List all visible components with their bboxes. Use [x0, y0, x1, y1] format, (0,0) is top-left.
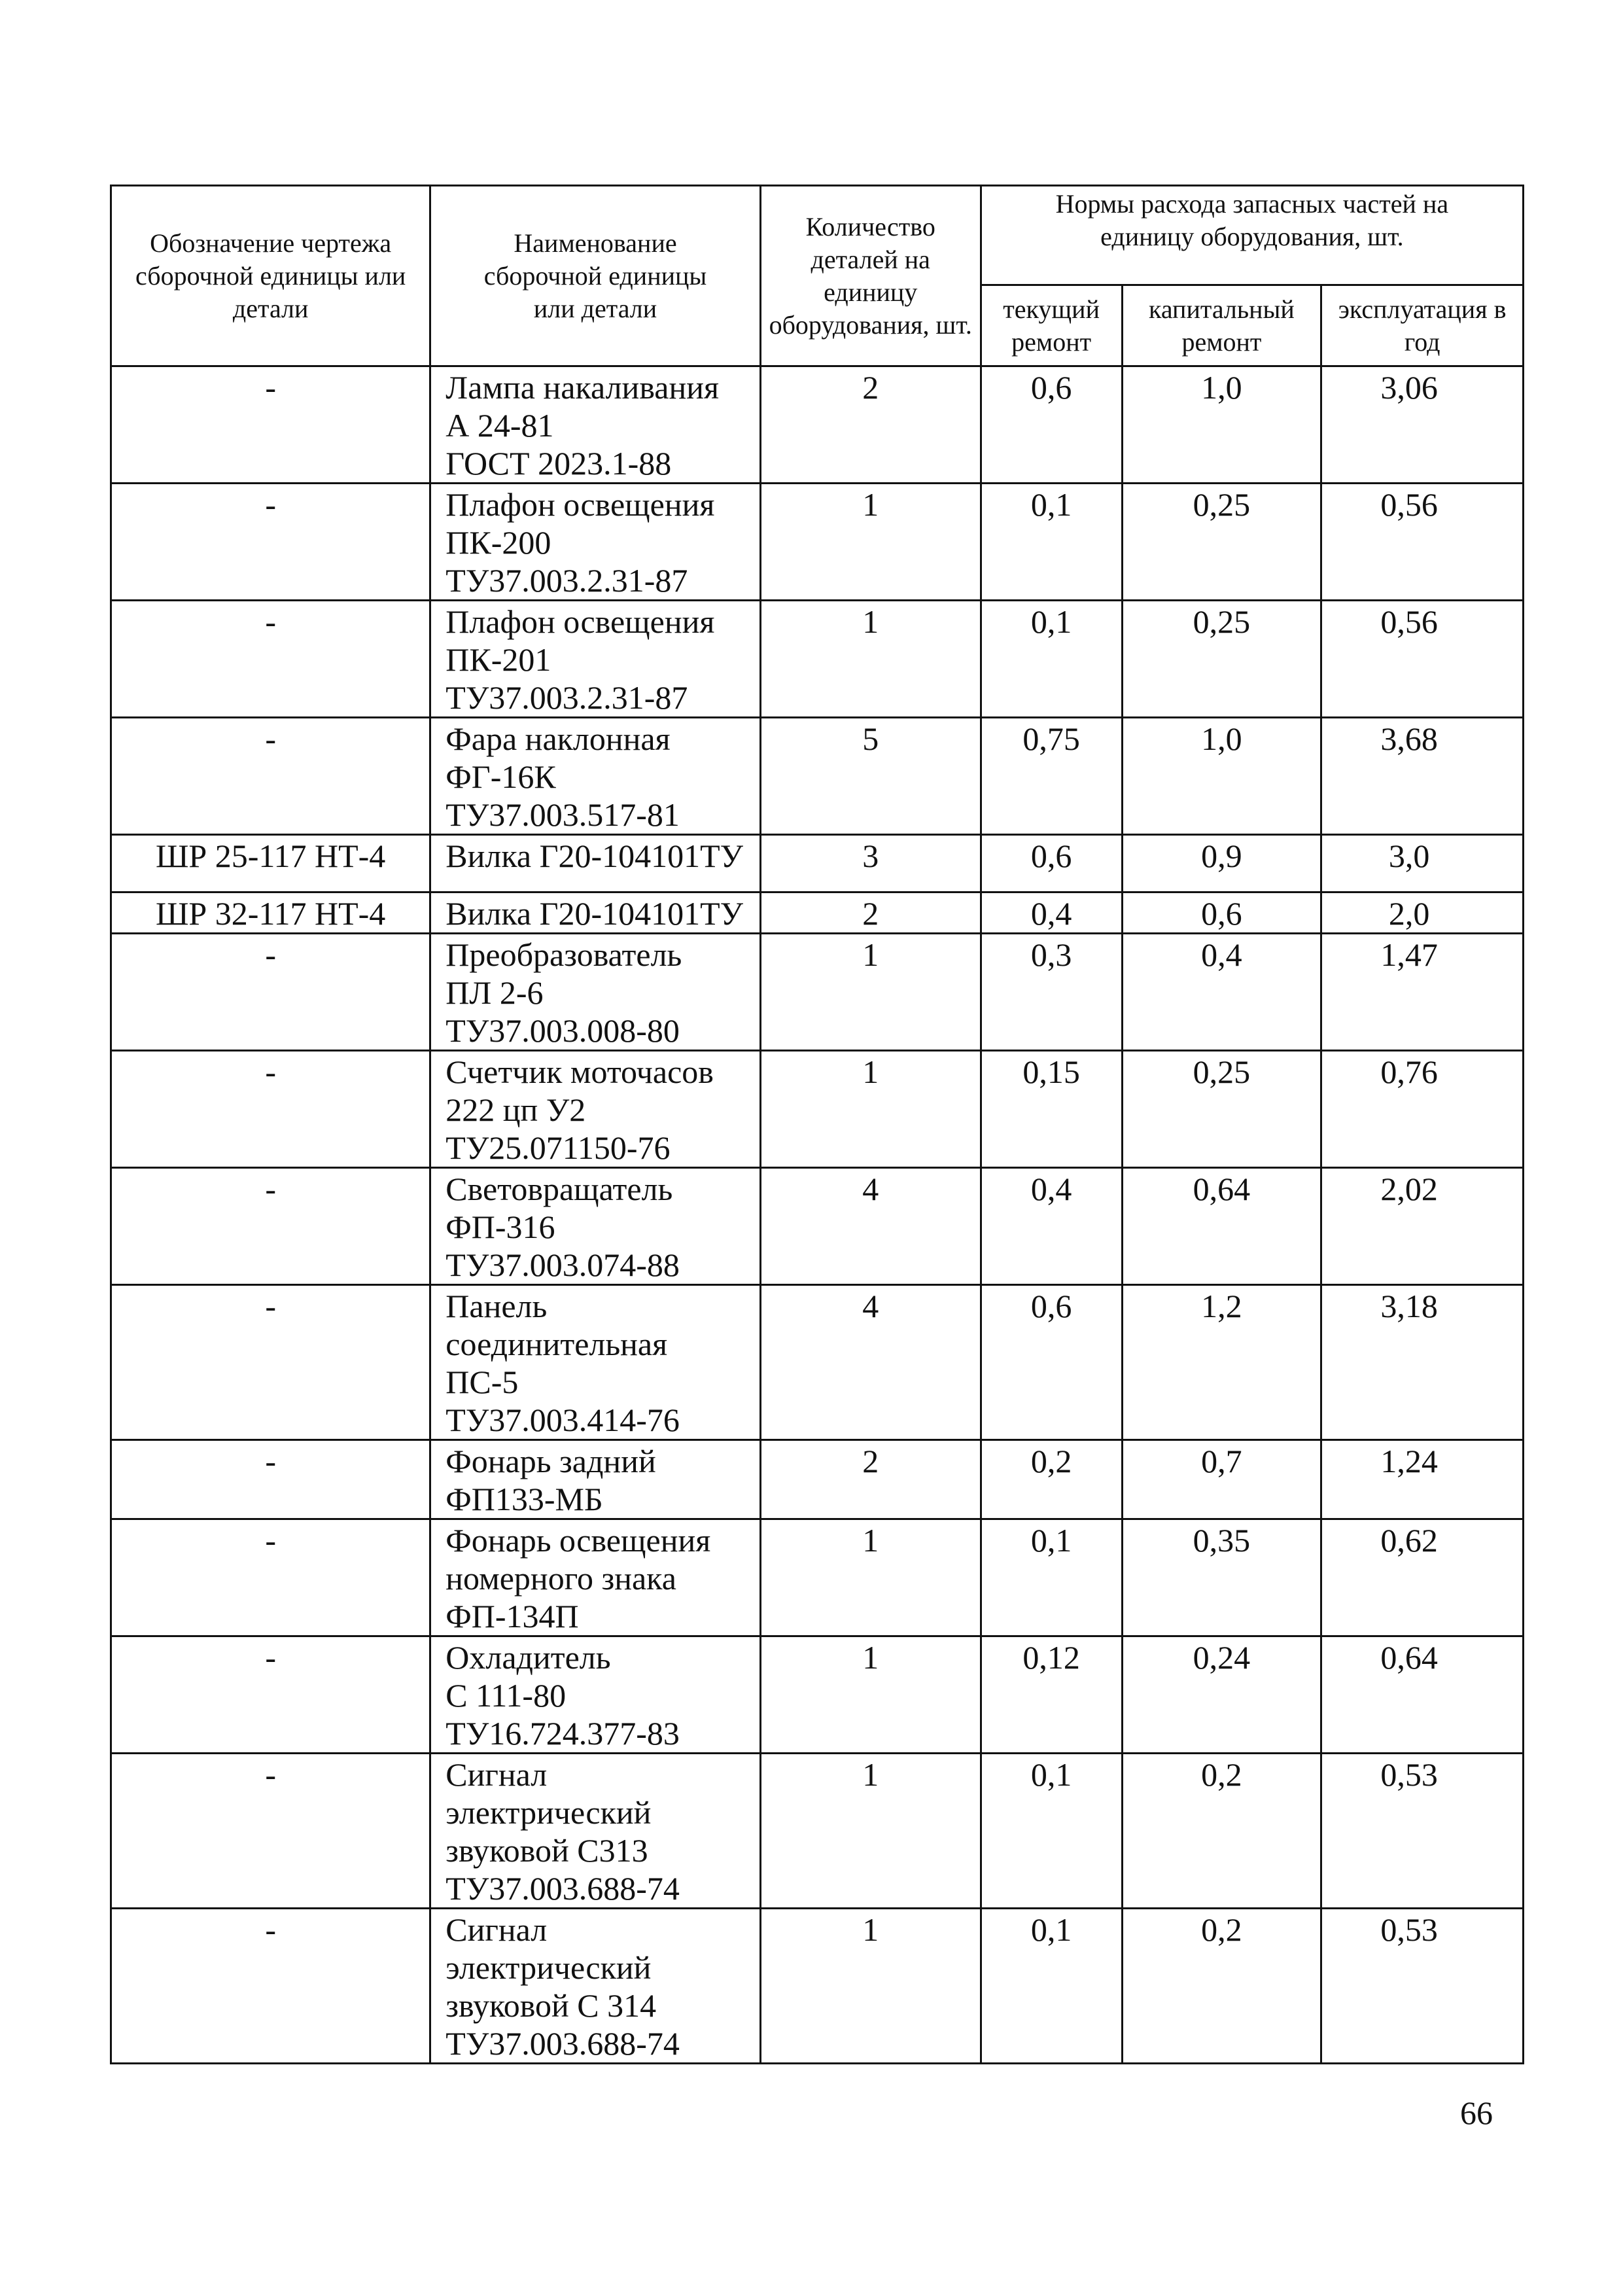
header-current-repair: текущий ремонт	[981, 285, 1122, 366]
cell-quantity: 5	[760, 718, 981, 835]
page-number: 66	[1460, 2094, 1493, 2131]
cell-name	[430, 1168, 760, 1285]
name-line: Световращатель	[445, 1171, 673, 1207]
name-line: С 111-80	[445, 1677, 567, 1714]
cell-name	[430, 1636, 760, 1754]
table-row	[111, 835, 1524, 892]
cell-capital-repair: 0,6	[1122, 892, 1321, 934]
cell-operation: 0,62	[1321, 1519, 1524, 1636]
cell-name	[430, 934, 760, 1051]
name-line: ПЛ 2-6	[445, 974, 544, 1011]
name-line: ПК-200	[445, 524, 551, 561]
header-norms: Нормы расхода запасных частей на единицу оборудования, шт.	[981, 186, 1523, 285]
cell-current-repair: 0,1	[981, 484, 1122, 601]
name-line: ФГ-16К	[445, 758, 556, 795]
name-line: ТУ37.003.517-81	[445, 796, 680, 833]
cell-name	[430, 1051, 760, 1168]
cell-designation: -	[111, 1168, 430, 1285]
cell-quantity: 1	[760, 601, 981, 718]
cell-capital-repair: 0,64	[1122, 1168, 1321, 1285]
name-line: Лампа накаливания	[445, 369, 719, 406]
header-designation: Обозначение чертежа сборочной единицы или детали	[111, 186, 430, 366]
name-line: Фара наклонная	[445, 720, 671, 757]
cell-current-repair: 0,1	[981, 1519, 1122, 1636]
name-line: Охладитель	[445, 1639, 611, 1676]
name-line: ТУ25.071150-76	[445, 1129, 671, 1166]
cell-designation: -	[111, 1519, 430, 1636]
cell-quantity: 2	[760, 1440, 981, 1519]
cell-name	[430, 718, 760, 835]
table-row	[111, 484, 1524, 601]
name-line: Фонарь освещения	[445, 1522, 711, 1559]
cell-designation: -	[111, 1909, 430, 2064]
cell-capital-repair: 0,7	[1122, 1440, 1321, 1519]
cell-operation: 3,68	[1321, 718, 1524, 835]
table-row	[111, 366, 1524, 484]
name-line: ФП-134П	[445, 1598, 579, 1634]
cell-designation: -	[111, 1754, 430, 1909]
name-line: ФП-316	[445, 1209, 555, 1245]
table-row	[111, 1051, 1524, 1168]
table-row	[111, 892, 1524, 934]
cell-current-repair: 0,75	[981, 718, 1122, 835]
name-line: Сигнал	[445, 1911, 548, 1948]
cell-capital-repair: 0,2	[1122, 1909, 1321, 2064]
cell-name	[430, 1754, 760, 1909]
cell-operation: 0,64	[1321, 1636, 1524, 1754]
cell-current-repair: 0,1	[981, 1909, 1122, 2064]
name-line: звуковой С313	[445, 1832, 648, 1869]
name-line: ТУ37.003.688-74	[445, 2025, 680, 2062]
cell-quantity: 4	[760, 1285, 981, 1440]
cell-capital-repair: 0,25	[1122, 601, 1321, 718]
cell-current-repair: 0,12	[981, 1636, 1122, 1754]
cell-current-repair: 0,4	[981, 892, 1122, 934]
cell-operation: 2,0	[1321, 892, 1524, 934]
name-line: звуковой С 314	[445, 1987, 657, 2024]
name-line: ТУ37.003.414-76	[445, 1402, 680, 1438]
cell-quantity: 1	[760, 1754, 981, 1909]
name-line: соединительная	[445, 1326, 668, 1362]
cell-operation: 2,02	[1321, 1168, 1524, 1285]
cell-operation: 3,06	[1321, 366, 1524, 484]
table-body	[111, 366, 1524, 2064]
name-line: ТУ37.003.688-74	[445, 1870, 680, 1907]
name-line: ТУ37.003.2.31-87	[445, 562, 688, 599]
cell-capital-repair: 0,9	[1122, 835, 1321, 892]
header-quantity: Количество деталей на единицу оборудования, шт.	[760, 186, 981, 366]
cell-current-repair: 0,1	[981, 601, 1122, 718]
cell-current-repair: 0,3	[981, 934, 1122, 1051]
cell-designation: -	[111, 1440, 430, 1519]
cell-capital-repair: 0,35	[1122, 1519, 1321, 1636]
name-line: ФП133-МБ	[445, 1481, 603, 1517]
name-line: ПС-5	[445, 1364, 519, 1400]
name-line: Плафон освещения	[445, 486, 715, 523]
cell-capital-repair: 0,4	[1122, 934, 1321, 1051]
name-line: Вилка Г20-104101ТУ	[445, 895, 744, 932]
name-line: Вилка Г20-104101ТУ	[445, 838, 744, 874]
cell-quantity: 2	[760, 892, 981, 934]
table-row	[111, 934, 1524, 1051]
cell-quantity: 1	[760, 484, 981, 601]
table-row	[111, 1285, 1524, 1440]
cell-quantity: 3	[760, 835, 981, 892]
cell-capital-repair: 1,0	[1122, 718, 1321, 835]
name-line: номерного знака	[445, 1560, 676, 1597]
cell-name	[430, 484, 760, 601]
header-capital-repair: капитальный ремонт	[1122, 285, 1321, 366]
cell-name	[430, 1519, 760, 1636]
cell-designation: -	[111, 484, 430, 601]
cell-name	[430, 366, 760, 484]
cell-operation: 3,18	[1321, 1285, 1524, 1440]
header-name: Наименование сборочной единицы или детали	[430, 186, 760, 366]
cell-name	[430, 892, 760, 934]
table-row	[111, 1909, 1524, 2064]
cell-designation: -	[111, 601, 430, 718]
name-line: Сигнал	[445, 1756, 548, 1793]
table-row	[111, 601, 1524, 718]
name-line: Счетчик моточасов	[445, 1053, 714, 1090]
cell-quantity: 1	[760, 934, 981, 1051]
cell-capital-repair: 0,24	[1122, 1636, 1321, 1754]
name-line: ТУ16.724.377-83	[445, 1715, 680, 1752]
cell-designation: ШР 32-117 НТ-4	[111, 892, 430, 934]
cell-quantity: 1	[760, 1519, 981, 1636]
cell-capital-repair: 1,0	[1122, 366, 1321, 484]
cell-operation: 0,56	[1321, 484, 1524, 601]
cell-designation: -	[111, 366, 430, 484]
cell-operation: 0,56	[1321, 601, 1524, 718]
cell-operation: 3,0	[1321, 835, 1524, 892]
cell-quantity: 1	[760, 1636, 981, 1754]
cell-name	[430, 601, 760, 718]
name-line: электрический	[445, 1794, 652, 1831]
name-line: Панель	[445, 1288, 548, 1324]
cell-quantity: 2	[760, 366, 981, 484]
cell-capital-repair: 1,2	[1122, 1285, 1321, 1440]
cell-current-repair: 0,6	[981, 366, 1122, 484]
cell-designation: -	[111, 1636, 430, 1754]
parts-norms-table	[110, 185, 1524, 2064]
name-line: 222 цп У2	[445, 1091, 586, 1128]
table-row	[111, 1754, 1524, 1909]
name-line: электрический	[445, 1949, 652, 1986]
cell-current-repair: 0,2	[981, 1440, 1122, 1519]
cell-current-repair: 0,15	[981, 1051, 1122, 1168]
cell-quantity: 4	[760, 1168, 981, 1285]
header-operation: эксплуатация в год	[1321, 285, 1524, 366]
name-line: А 24-81	[445, 407, 554, 444]
cell-name	[430, 835, 760, 892]
cell-current-repair: 0,4	[981, 1168, 1122, 1285]
cell-designation: -	[111, 718, 430, 835]
cell-name	[430, 1909, 760, 2064]
cell-designation: -	[111, 1285, 430, 1440]
cell-designation: ШР 25-117 НТ-4	[111, 835, 430, 892]
table-row	[111, 718, 1524, 835]
name-line: Преобразователь	[445, 936, 682, 973]
cell-name	[430, 1440, 760, 1519]
cell-current-repair: 0,6	[981, 835, 1122, 892]
table-row	[111, 1168, 1524, 1285]
name-line: Плафон освещения	[445, 603, 715, 640]
name-line: ПК-201	[445, 641, 551, 678]
cell-capital-repair: 0,25	[1122, 484, 1321, 601]
name-line: Фонарь задний	[445, 1443, 656, 1479]
cell-operation: 1,47	[1321, 934, 1524, 1051]
cell-designation: -	[111, 1051, 430, 1168]
cell-operation: 0,53	[1321, 1909, 1524, 2064]
table-row	[111, 1440, 1524, 1519]
table-row	[111, 1636, 1524, 1754]
table-row	[111, 1519, 1524, 1636]
name-line: ГОСТ 2023.1-88	[445, 445, 672, 482]
cell-current-repair: 0,6	[981, 1285, 1122, 1440]
cell-operation: 1,24	[1321, 1440, 1524, 1519]
cell-operation: 0,53	[1321, 1754, 1524, 1909]
cell-designation: -	[111, 934, 430, 1051]
name-line: ТУ37.003.074-88	[445, 1246, 680, 1283]
cell-name	[430, 1285, 760, 1440]
cell-quantity: 1	[760, 1909, 981, 2064]
cell-capital-repair: 0,2	[1122, 1754, 1321, 1909]
cell-operation: 0,76	[1321, 1051, 1524, 1168]
cell-capital-repair: 0,25	[1122, 1051, 1321, 1168]
cell-quantity: 1	[760, 1051, 981, 1168]
name-line: ТУ37.003.008-80	[445, 1012, 680, 1049]
cell-current-repair: 0,1	[981, 1754, 1122, 1909]
name-line: ТУ37.003.2.31-87	[445, 679, 688, 716]
